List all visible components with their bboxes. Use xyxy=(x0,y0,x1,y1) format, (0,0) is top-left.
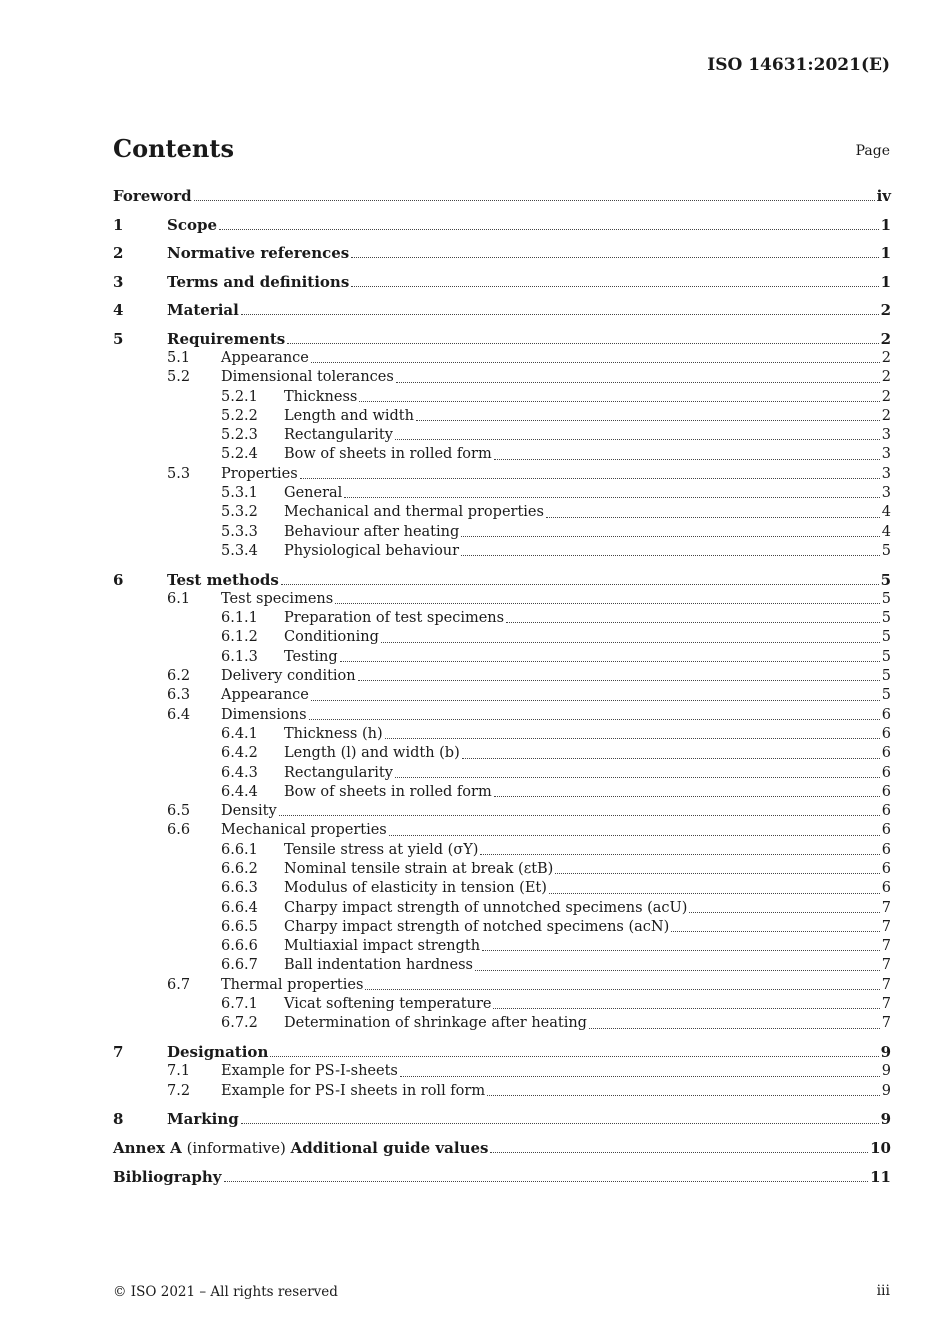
toc-entry-page: 7 xyxy=(881,918,891,935)
toc-entry-title: Requirements xyxy=(167,329,286,348)
toc-entry[interactable] xyxy=(113,465,891,484)
toc-entry-title: Multiaxial impact strength xyxy=(284,938,481,955)
toc-entry-title: Dimensional tolerances xyxy=(221,369,394,386)
dot-leader xyxy=(194,199,875,201)
toc-entry-page: 5 xyxy=(881,668,891,685)
toc-entry-number: 6.4 xyxy=(167,706,191,723)
toc-entry-page: 2 xyxy=(881,369,891,386)
toc-entry-number: 6.5 xyxy=(167,803,191,820)
toc-entry-title: Nominal tensile strain at break (εtB) xyxy=(284,860,554,877)
toc-entry-page: 2 xyxy=(881,407,891,424)
toc-entry-title: Material xyxy=(167,301,239,320)
dot-leader xyxy=(480,853,879,855)
toc-entry[interactable] xyxy=(113,995,891,1014)
dot-leader xyxy=(555,872,879,874)
toc-entry-title: Length (l) and width (b) xyxy=(284,745,460,762)
toc-entry-number: 5.3.1 xyxy=(221,485,258,502)
dot-leader xyxy=(546,516,880,518)
toc-entry-number: 6.1 xyxy=(167,590,191,607)
toc-entry-title: Example for PS-I sheets in roll form xyxy=(221,1082,486,1099)
toc-entry-number: 3 xyxy=(113,272,124,291)
dot-leader xyxy=(549,892,880,894)
toc-entry-page: 9 xyxy=(881,1082,891,1099)
toc-entry[interactable] xyxy=(113,272,891,292)
toc-entry-title: Test methods xyxy=(167,570,279,589)
toc-entry-number: 5.2.3 xyxy=(221,427,258,444)
toc-entry-title: Thickness (h) xyxy=(284,725,383,742)
dot-leader xyxy=(241,313,879,315)
dot-leader xyxy=(351,285,878,287)
toc-entry[interactable] xyxy=(113,1138,891,1158)
toc-entry-number: 6.7 xyxy=(167,976,191,993)
dot-leader xyxy=(300,477,880,479)
toc-entry[interactable] xyxy=(113,841,891,860)
toc-entry-title: Modulus of elasticity in tension (Et) xyxy=(284,880,547,897)
toc-entry-number: 6.4.4 xyxy=(221,783,258,800)
toc-entry-page: 3 xyxy=(881,446,891,463)
document-reference: ISO 14631:2021(E) xyxy=(707,55,890,75)
toc-entry[interactable] xyxy=(113,1109,891,1129)
toc-entry[interactable] xyxy=(113,764,891,783)
toc-entry-title: Thickness xyxy=(284,388,358,405)
toc-entry-title: Mechanical and thermal properties xyxy=(284,504,544,521)
dot-leader xyxy=(671,930,880,932)
toc-entry-number: 6.6.5 xyxy=(221,918,258,935)
toc-entry[interactable] xyxy=(113,628,891,647)
toc-entry[interactable] xyxy=(113,686,891,705)
dot-leader xyxy=(279,814,880,816)
toc-entry-page: 9 xyxy=(880,1110,891,1129)
toc-entry[interactable] xyxy=(113,976,891,995)
toc-entry[interactable] xyxy=(113,590,891,609)
toc-entry-number: 5.1 xyxy=(167,349,191,366)
dot-leader xyxy=(395,438,880,440)
toc-entry-title: Tensile stress at yield (σY) xyxy=(284,841,479,858)
toc-entry-page: 3 xyxy=(881,465,891,482)
toc-entry-number: 6.6.2 xyxy=(221,860,258,877)
toc-entry-number: 6.6.4 xyxy=(221,899,258,916)
dot-leader xyxy=(381,641,880,643)
toc-entry-page: 11 xyxy=(870,1167,891,1186)
toc-entry-number: 5.3 xyxy=(167,465,191,482)
dot-leader xyxy=(493,1007,879,1009)
toc-entry[interactable] xyxy=(113,1042,891,1062)
page-column-label: Page xyxy=(855,143,890,159)
toc-entry-page: 9 xyxy=(881,1063,891,1080)
dot-leader xyxy=(494,795,880,797)
dot-leader xyxy=(494,458,880,460)
toc-entry-number: 5.3.2 xyxy=(221,504,258,521)
toc-entry-title: Test specimens xyxy=(221,590,334,607)
toc-entry-number: 5.2.2 xyxy=(221,407,258,424)
toc-entry-title: Density xyxy=(221,803,277,820)
page-number: iii xyxy=(876,1283,890,1299)
toc-entry[interactable] xyxy=(113,879,891,898)
toc-entry-title: Charpy impact strength of notched specimens (acN) xyxy=(284,918,670,935)
toc-entry-number: 6.6.1 xyxy=(221,841,258,858)
toc-entry-page: 7 xyxy=(881,938,891,955)
toc-entry[interactable] xyxy=(113,388,891,407)
toc-entry-title: Preparation of test specimens xyxy=(284,610,505,627)
toc-entry[interactable] xyxy=(113,1062,891,1081)
dot-leader xyxy=(385,737,880,739)
toc-entry-title: Charpy impact strength of unnotched specimens (acU) xyxy=(284,899,688,916)
dot-leader xyxy=(396,381,880,383)
toc-entry-number: 1 xyxy=(113,215,124,234)
toc-entry-page: 5 xyxy=(881,590,891,607)
toc-entry-page: 1 xyxy=(880,272,891,291)
toc-entry-page: 9 xyxy=(880,1043,891,1062)
toc-entry-number: 5 xyxy=(113,329,124,348)
toc-entry-title: Testing xyxy=(284,648,338,665)
toc-entry[interactable] xyxy=(113,956,891,975)
dot-leader xyxy=(482,949,880,951)
toc-entry-title: Terms and definitions xyxy=(167,272,350,291)
dot-leader xyxy=(395,776,880,778)
toc-entry-number: 6.7.1 xyxy=(221,996,258,1013)
toc-entry[interactable] xyxy=(113,802,891,821)
toc-entry-page: 6 xyxy=(881,822,891,839)
toc-entry-number: 6.3 xyxy=(167,687,191,704)
copyright-notice: © ISO 2021 – All rights reserved xyxy=(113,1284,338,1300)
toc-entry-number: 7.1 xyxy=(167,1063,191,1080)
toc-entry-page: 2 xyxy=(880,301,891,320)
toc-entry-page: 5 xyxy=(881,648,891,665)
toc-entry[interactable] xyxy=(113,215,891,235)
toc-entry[interactable] xyxy=(113,725,891,744)
toc-entry-number: 6.6.6 xyxy=(221,938,258,955)
toc-entry[interactable] xyxy=(113,542,891,561)
toc-entry-title: Length and width xyxy=(284,407,414,424)
toc-entry-number: 6.6.7 xyxy=(221,957,258,974)
toc-entry-number: 8 xyxy=(113,1110,124,1129)
dot-leader xyxy=(309,718,880,720)
dot-leader xyxy=(475,969,880,971)
toc-entry-title: Appearance xyxy=(221,687,309,704)
dot-leader xyxy=(461,535,879,537)
toc-entry[interactable] xyxy=(113,899,891,918)
dot-leader xyxy=(281,583,879,585)
dot-leader xyxy=(311,699,880,701)
toc-entry-page: 7 xyxy=(881,976,891,993)
dot-leader xyxy=(400,1075,880,1077)
toc-entry-page: 6 xyxy=(881,706,891,723)
dot-leader xyxy=(224,1180,869,1182)
toc-entry-title: Ball indentation hardness xyxy=(284,957,473,974)
toc-entry[interactable] xyxy=(113,368,891,387)
toc-entry[interactable] xyxy=(113,523,891,542)
toc-entry-page: 6 xyxy=(881,860,891,877)
toc-entry-number: 5.3.3 xyxy=(221,523,258,540)
toc-entry-number: 6.4.1 xyxy=(221,725,258,742)
dot-leader xyxy=(506,621,880,623)
dot-leader xyxy=(351,256,878,258)
toc-entry-title: Determination of shrinkage after heating xyxy=(284,1015,587,1032)
toc-entry-number: 7.2 xyxy=(167,1082,191,1099)
dot-leader xyxy=(219,228,879,230)
toc-entry-title: Conditioning xyxy=(284,629,379,646)
toc-entry[interactable] xyxy=(113,349,891,368)
annex-title: Additional guide values xyxy=(290,1139,489,1158)
toc-entry[interactable] xyxy=(113,407,891,426)
toc-entry-number: 6.7.2 xyxy=(221,1015,258,1032)
toc-entry[interactable] xyxy=(113,706,891,725)
toc-entry[interactable] xyxy=(113,648,891,667)
toc-entry-page: 6 xyxy=(881,725,891,742)
dot-leader xyxy=(241,1122,879,1124)
toc-entry-page: 7 xyxy=(881,957,891,974)
toc-entry[interactable] xyxy=(113,186,891,206)
toc-entry-number: 6.2 xyxy=(167,668,191,685)
toc-entry-page: 6 xyxy=(881,803,891,820)
dot-leader xyxy=(287,342,878,344)
toc-entry-number: 6.1.3 xyxy=(221,648,258,665)
toc-entry-page: 5 xyxy=(880,570,891,589)
toc-entry[interactable] xyxy=(113,744,891,763)
toc-entry-page: 5 xyxy=(881,542,891,559)
toc-entry-title: Scope xyxy=(167,215,218,234)
toc-entry-number: 6.4.2 xyxy=(221,745,258,762)
toc-entry[interactable] xyxy=(113,329,891,349)
annex-type: (informative) xyxy=(181,1139,291,1158)
toc-entry-page: 7 xyxy=(881,1015,891,1032)
toc-entry-page: 10 xyxy=(870,1139,891,1158)
toc-entry[interactable] xyxy=(113,484,891,503)
toc-entry-number: 6.6.3 xyxy=(221,880,258,897)
toc-entry[interactable] xyxy=(113,1082,891,1101)
toc-entry-page: 2 xyxy=(881,388,891,405)
toc-entry-number: 5.3.4 xyxy=(221,542,258,559)
toc-entry-number: 6.6 xyxy=(167,822,191,839)
toc-entry[interactable] xyxy=(113,937,891,956)
toc-entry-number: 6.1.1 xyxy=(221,610,258,627)
toc-entry[interactable] xyxy=(113,1167,891,1187)
toc-entry-page: iv xyxy=(876,187,891,205)
toc-entry-title xyxy=(113,1138,488,1158)
toc-entry[interactable] xyxy=(113,445,891,464)
toc-entry-page: 3 xyxy=(881,427,891,444)
dot-leader xyxy=(462,757,880,759)
dot-leader xyxy=(344,496,879,498)
dot-leader xyxy=(270,1055,878,1057)
toc-entry-title: Bibliography xyxy=(113,1167,222,1186)
toc-entry-title: Thermal properties xyxy=(221,976,364,993)
toc-entry-page: 2 xyxy=(881,349,891,366)
toc-entry-page: 6 xyxy=(881,764,891,781)
toc-entry-number: 7 xyxy=(113,1043,124,1062)
toc-entry-title: General xyxy=(284,485,343,502)
toc-entry-title: Foreword xyxy=(113,187,192,205)
dot-leader xyxy=(358,679,880,681)
toc-entry-page: 6 xyxy=(881,783,891,800)
toc-entry[interactable] xyxy=(113,426,891,445)
toc-entry-title: Appearance xyxy=(221,349,309,366)
toc-entry-title: Physiological behaviour xyxy=(284,542,460,559)
toc-entry[interactable] xyxy=(113,667,891,686)
dot-leader xyxy=(689,911,879,913)
dot-leader xyxy=(461,554,880,556)
toc-entry[interactable] xyxy=(113,609,891,628)
toc-entry-number: 5.2.4 xyxy=(221,446,258,463)
toc-entry-page: 5 xyxy=(881,629,891,646)
toc-entry-title: Behaviour after heating xyxy=(284,523,460,540)
toc-entry-page: 3 xyxy=(881,485,891,502)
toc-entry-title: Bow of sheets in rolled form xyxy=(284,783,492,800)
contents-heading: Contents xyxy=(113,134,234,163)
toc-entry-number: 5.2.1 xyxy=(221,388,258,405)
toc-entry-title: Vicat softening temperature xyxy=(284,996,492,1013)
dot-leader xyxy=(416,419,880,421)
toc-entry-page: 6 xyxy=(881,841,891,858)
toc-entry-page: 6 xyxy=(881,745,891,762)
toc-entry-number: 4 xyxy=(113,301,124,320)
dot-leader xyxy=(311,361,880,363)
toc-entry[interactable] xyxy=(113,1014,891,1033)
toc-entry[interactable] xyxy=(113,243,891,263)
toc-entry-title: Bow of sheets in rolled form xyxy=(284,446,492,463)
toc-entry[interactable] xyxy=(113,300,891,320)
toc-entry-number: 6.1.2 xyxy=(221,629,258,646)
toc-entry-page: 5 xyxy=(881,687,891,704)
toc-entry-title: Normative references xyxy=(167,244,350,263)
toc-entry[interactable] xyxy=(113,783,891,802)
toc-entry-page: 2 xyxy=(880,329,891,348)
toc-entry-page: 1 xyxy=(880,215,891,234)
toc-entry-page: 7 xyxy=(881,996,891,1013)
toc-entry-page: 5 xyxy=(881,610,891,627)
toc-entry-title: Rectangularity xyxy=(284,764,393,781)
toc-entry-page: 4 xyxy=(881,523,891,540)
toc-entry-title: Delivery condition xyxy=(221,668,356,685)
dot-leader xyxy=(589,1027,880,1029)
toc-entry[interactable] xyxy=(113,918,891,937)
toc-entry-number: 5.2 xyxy=(167,369,191,386)
table-of-contents xyxy=(113,186,891,1187)
dot-leader xyxy=(365,988,879,990)
toc-entry-title: Properties xyxy=(221,465,298,482)
dot-leader xyxy=(490,1151,868,1153)
annex-label: Annex A xyxy=(113,1139,182,1158)
toc-entry-page: 1 xyxy=(880,244,891,263)
toc-entry-page: 6 xyxy=(881,880,891,897)
toc-entry[interactable] xyxy=(113,860,891,879)
toc-entry-number: 6.4.3 xyxy=(221,764,258,781)
toc-entry-title: Dimensions xyxy=(221,706,307,723)
toc-entry-page: 4 xyxy=(881,504,891,521)
toc-entry[interactable] xyxy=(113,570,891,590)
dot-leader xyxy=(340,660,880,662)
toc-entry-title: Designation xyxy=(167,1043,269,1062)
toc-entry-number: 6 xyxy=(113,570,124,589)
dot-leader xyxy=(389,834,880,836)
toc-entry-title: Example for PS-I-sheets xyxy=(221,1063,398,1080)
toc-entry-title: Mechanical properties xyxy=(221,822,387,839)
dot-leader xyxy=(335,602,880,604)
dot-leader xyxy=(359,400,879,402)
toc-entry-title: Marking xyxy=(167,1110,239,1129)
toc-entry[interactable] xyxy=(113,821,891,840)
toc-entry-page: 7 xyxy=(881,899,891,916)
toc-entry-title: Rectangularity xyxy=(284,427,393,444)
toc-entry[interactable] xyxy=(113,503,891,522)
toc-entry-number: 2 xyxy=(113,244,124,263)
dot-leader xyxy=(487,1094,880,1096)
